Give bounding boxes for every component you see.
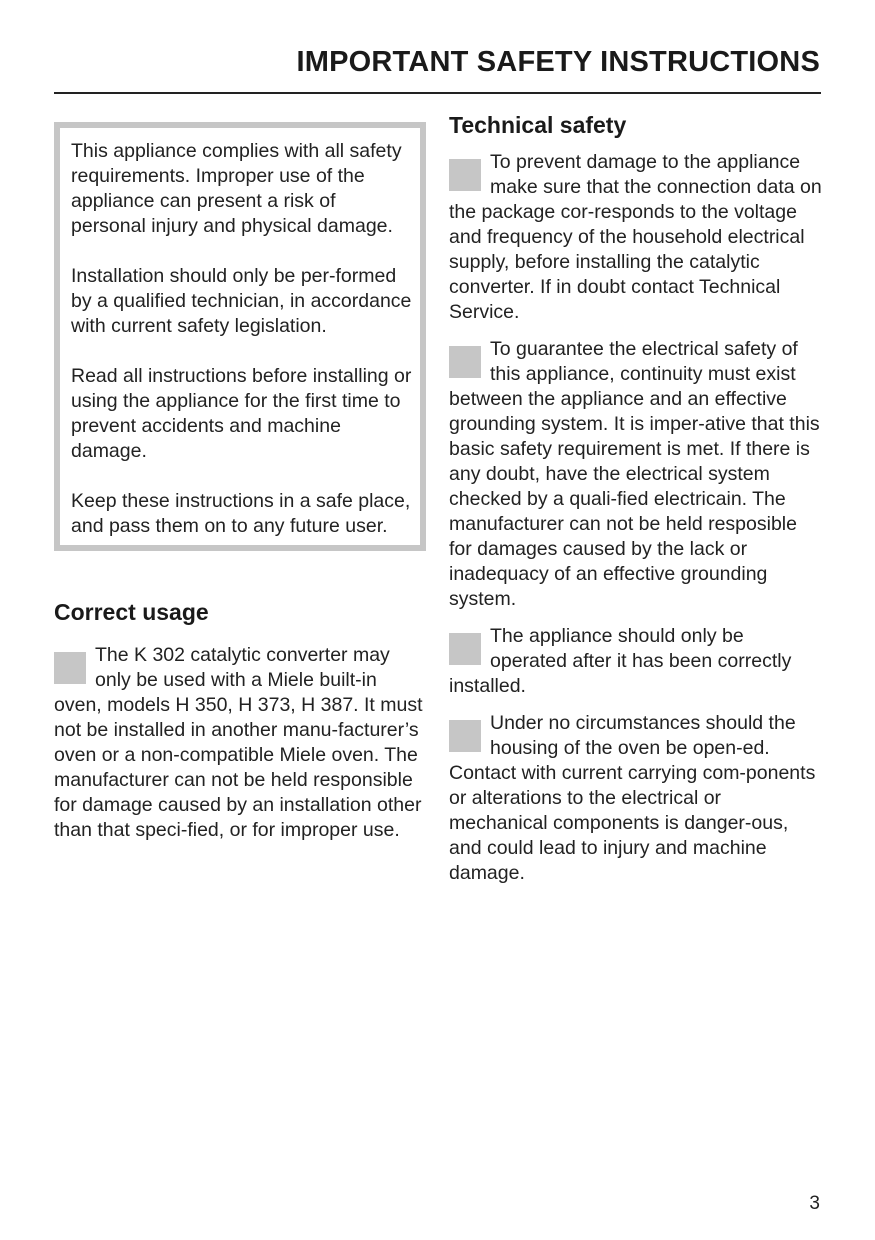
technical-safety-text: Under no circumstances should the housing of the oven be open-ed. Contact with current carrying com-ponents or alterations to the electrical or mechanical components is danger-ous, and could lead to injury and machine damage.: [449, 712, 816, 884]
technical-safety-item: [449, 711, 823, 886]
bullet-square-icon: [449, 633, 481, 665]
correct-usage-item: [54, 643, 426, 843]
notice-paragraph: Read all instructions before installing or using the appliance for the first time to prevent accidents and machine damage.: [71, 365, 412, 462]
left-column: [54, 122, 426, 855]
correct-usage-heading: Correct usage: [54, 599, 209, 625]
notice-paragraph: Installation should only be per-formed by a qualified technician, in accordance with current safety legislation.: [71, 265, 412, 337]
title-divider: [54, 92, 821, 94]
correct-usage-text: The K 302 catalytic converter may only be used with a Miele built-in oven, models H 350, H 373, H 387. It must not be installed in another manu-facturer’s oven or a non-compatible Miele oven. The manufacturer can not be held responsible for damage caused by an installation other than that speci-fied, or for improper use.: [54, 644, 423, 841]
bullet-square-icon: [449, 159, 481, 191]
technical-safety-text: To prevent damage to the appliance make sure that the connection data on the package cor-responds to the voltage and frequency of the household electrical supply, before installing the catalytic converter. If in doubt contact Technical Service.: [449, 151, 822, 323]
page-title: IMPORTANT SAFETY INSTRUCTIONS: [296, 46, 820, 78]
technical-safety-heading: Technical safety: [449, 112, 627, 138]
notice-paragraph: Keep these instructions in a safe place, and pass them on to any future user.: [71, 490, 411, 537]
bullet-square-icon: [449, 720, 481, 752]
technical-safety-item: [449, 150, 823, 325]
technical-safety-item: [449, 337, 823, 612]
page-number: 3: [809, 1193, 820, 1214]
technical-safety-text: The appliance should only be operated after it has been correctly installed.: [449, 625, 792, 697]
technical-safety-item: [449, 624, 823, 699]
notice-paragraph: This appliance complies with all safety requirements. Improper use of the appliance can present a risk of personal injury and physical damage.: [71, 140, 402, 237]
right-column: [449, 108, 823, 898]
technical-safety-text: To guarantee the electrical safety of this appliance, continuity must exist between the appliance and an effective grounding system. It is imper-ative that this basic safety requirement is met. If there is any doubt, have the electrical system checked by a quali-fied electricain. The manufacturer can not be held resposible for damages caused by the lack or inadequacy of an effective grounding system.: [449, 338, 820, 610]
bullet-square-icon: [449, 346, 481, 378]
safety-notice-box: [54, 122, 426, 551]
bullet-square-icon: [54, 652, 86, 684]
